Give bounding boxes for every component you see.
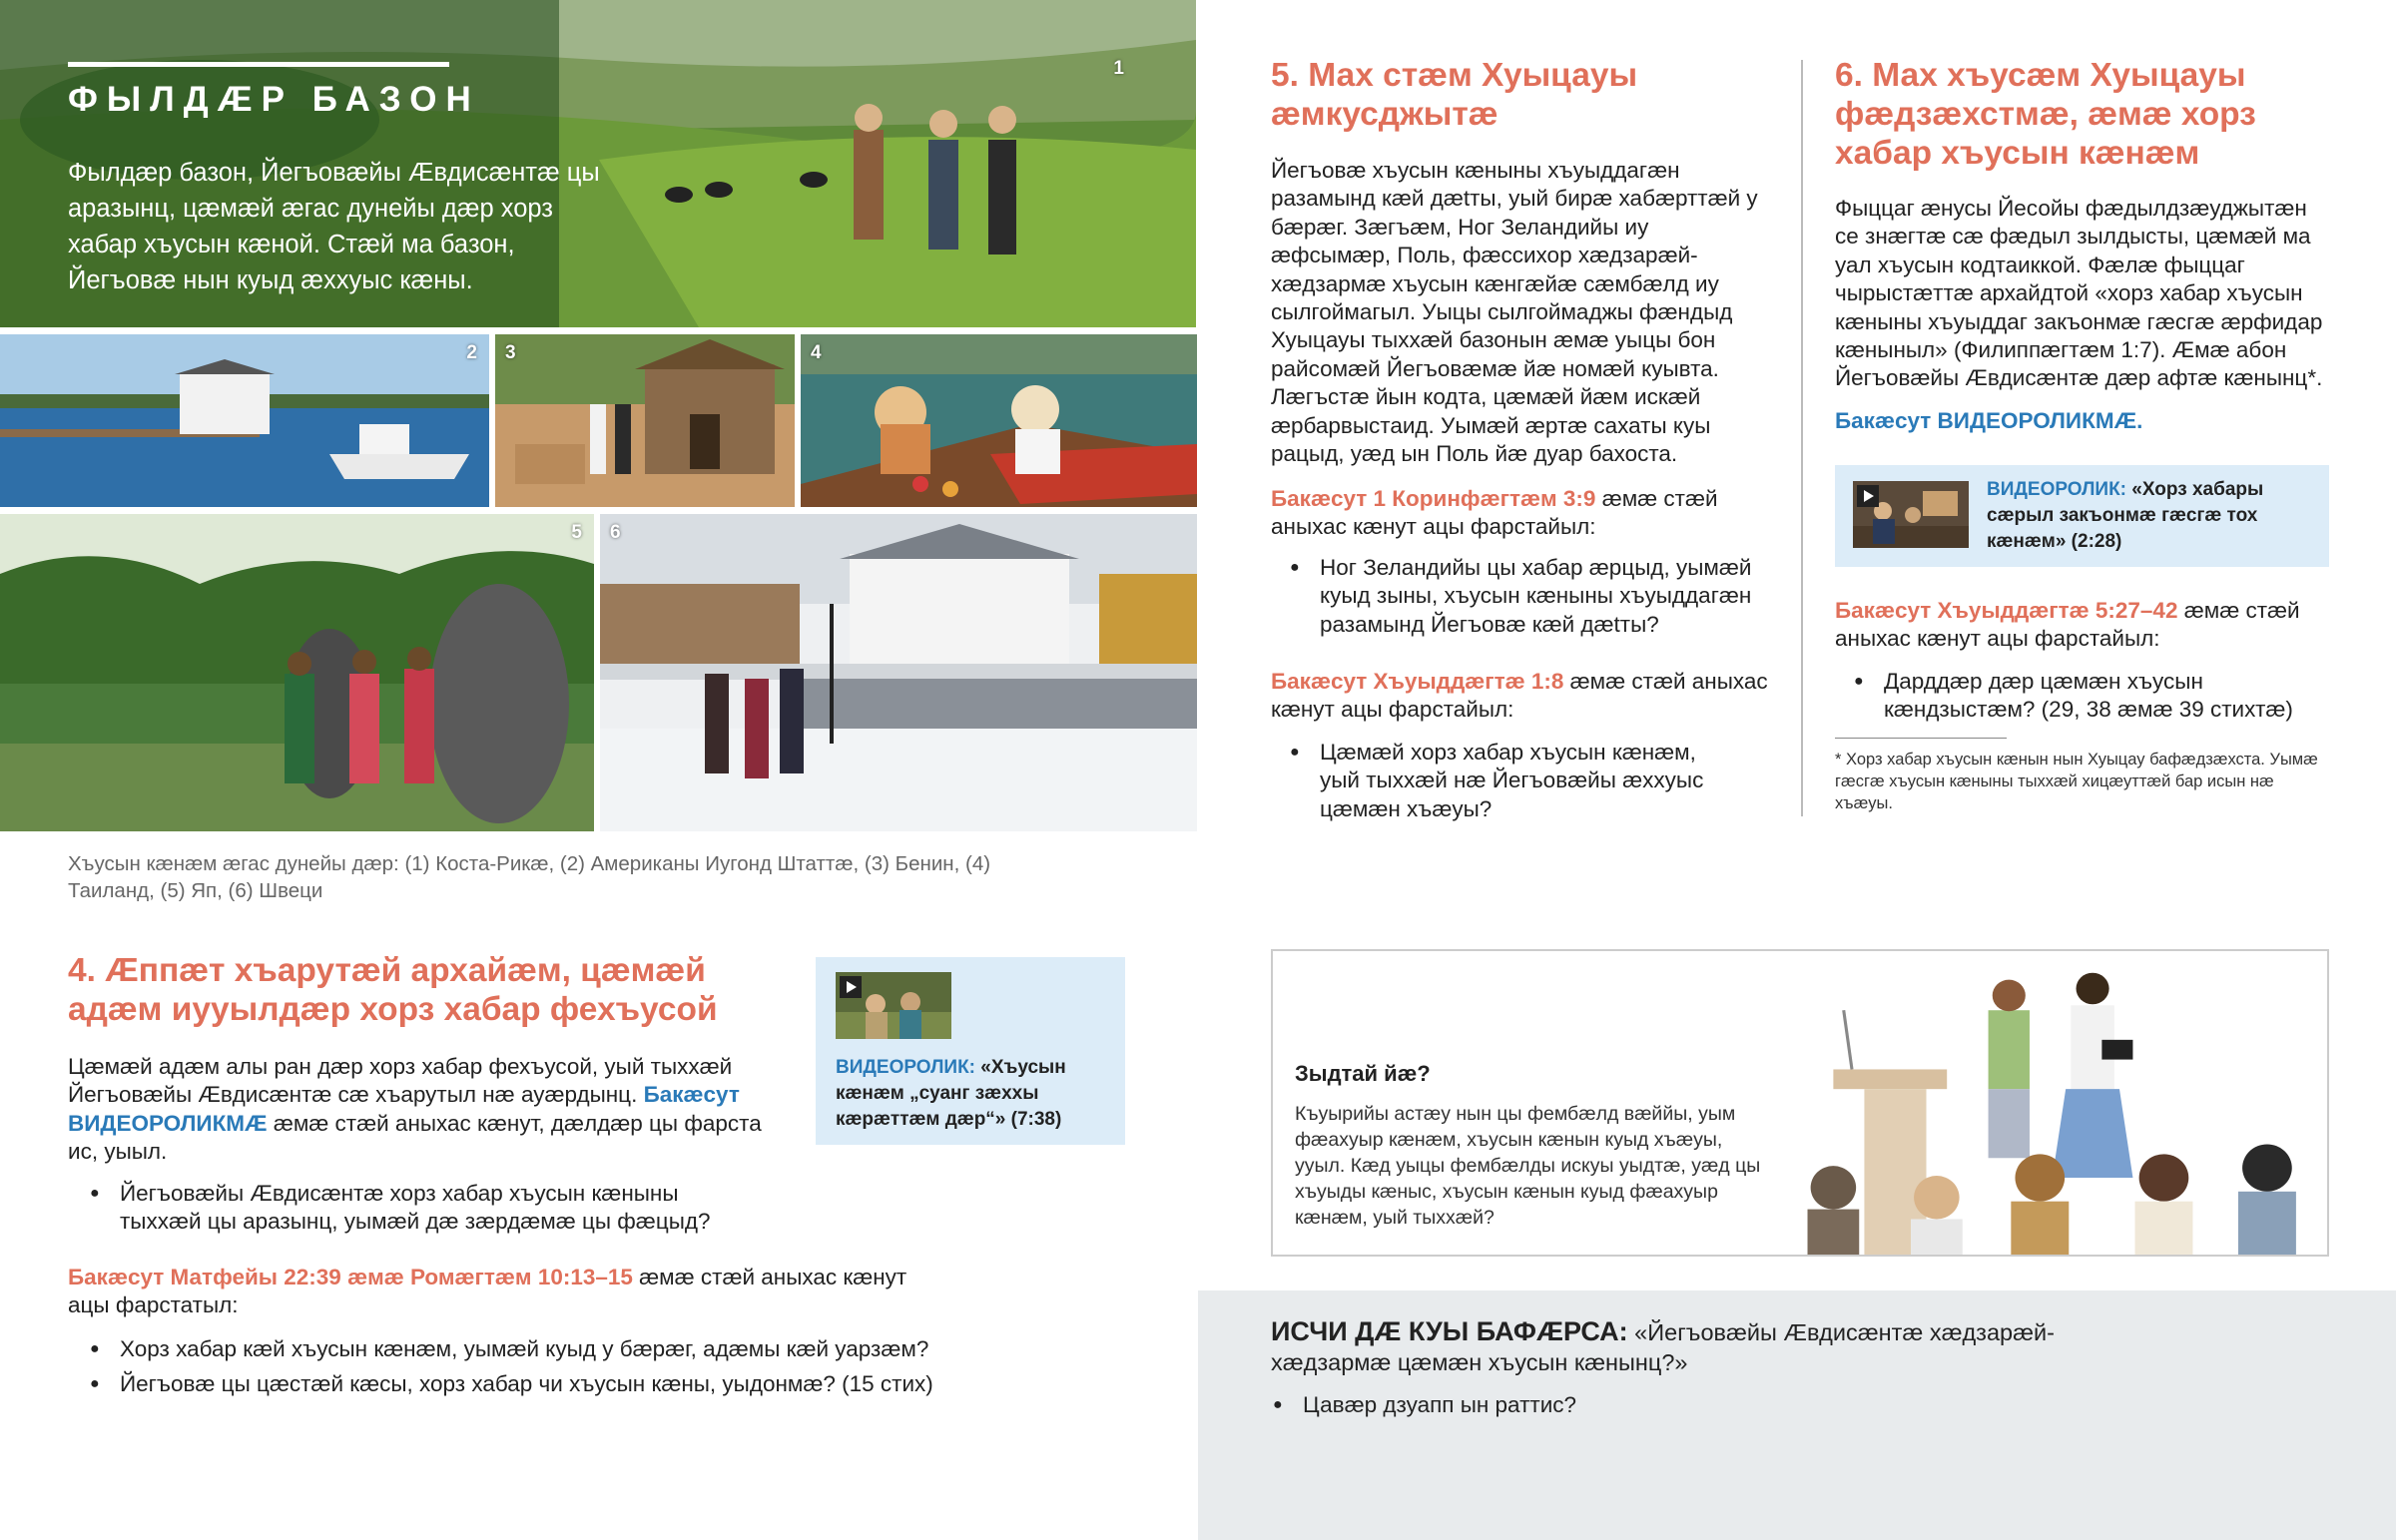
section-6-bullet: ● Дарддæр дæр цæмæн хъусын кæндзыстæм? (29, 38 æмæ 39 стихтæ) bbox=[1852, 668, 2331, 725]
section-5-bullet-1: ● Ног Зеландийы цы хабар æрцыд, уымæй куыд зыны, хъусын кæныны хъуыддагæн разамынд Йегъовæ кæй дætты? bbox=[1288, 554, 1757, 639]
video-title: «Хорз хабары сæрыл закъонмæ гæсгæ тох кæнæм» (2:28) bbox=[1987, 479, 2264, 552]
video-box-section-4[interactable] bbox=[816, 957, 1125, 1145]
section-6-reference bbox=[1835, 597, 2334, 654]
photo-number: 3 bbox=[505, 342, 516, 363]
reference-instruction: æмæ стæй аныхас кæнут ацы фарстайыл: bbox=[1271, 669, 1768, 723]
section-4-heading: 4. Æппæт хъарутæй архайæм, цæмæй адæм иууылдæр хорз хабар фехъусой bbox=[68, 952, 718, 1028]
photo-number: 6 bbox=[610, 522, 621, 543]
photo-benin-village bbox=[495, 334, 795, 507]
photo-number: 4 bbox=[811, 342, 822, 363]
video-title: «Хъусын кæнæм „суанг зæххы кæрæттæм дæр“» (7:38) bbox=[836, 1057, 1066, 1130]
if-someone-asks-question: «Йегъовæйы Æвдисæнтæ хæдзарæй-хæдзармæ цæмæн хъусын кæнынц?» bbox=[1271, 1319, 2055, 1375]
section-6-heading: 6. Мах хъусæм Хуыцауы фæдзæхстмæ, æмæ хорз хабар хъусын кæнæм bbox=[1835, 57, 2256, 172]
video-caption bbox=[1987, 477, 2306, 555]
photo-sweden-winter bbox=[600, 514, 1197, 831]
video-thumbnail[interactable] bbox=[1853, 481, 1969, 548]
video-thumbnail[interactable] bbox=[836, 972, 951, 1039]
photo-number: 5 bbox=[571, 522, 582, 543]
reference-instruction: æмæ стæй аныхас кæнут ацы фарстатыл: bbox=[68, 1265, 907, 1318]
if-someone-asks-lead: ИСЧИ ДÆ КУЫ БАФÆРСА: bbox=[1271, 1316, 1628, 1346]
footnote: * Хорз хабар хъусын кæнын нын Хуыцау бафæдзæхста. Уымæ гæсгæ хъусын кæныны тыххæй хицæуттæй бар исын нæ хъæуы. bbox=[1835, 751, 2318, 812]
section-5-reference-1 bbox=[1271, 485, 1770, 542]
meeting-illustration bbox=[1792, 951, 2329, 1255]
section-4-bullet-1: ● Йегъовæйы Æвдисæнтæ хорз хабар хъусын кæныны тыххæй цы аразынц, уымæй дæ зæрдæмæ цы фæцыд? bbox=[88, 1180, 747, 1237]
photo-yap-stone-money bbox=[0, 514, 594, 831]
section-4-reference-1 bbox=[68, 1264, 936, 1320]
photo-thailand-boat bbox=[801, 334, 1197, 507]
scripture-link[interactable]: Бакæсут 1 Коринфæгтæм 3:9 bbox=[1271, 486, 1596, 511]
did-you-know-box bbox=[1271, 949, 2329, 1257]
scripture-link[interactable]: Бакæсут Хъуыддæгтæ 1:8 bbox=[1271, 669, 1564, 694]
scripture-link[interactable]: Бакæсут Матфейы 22:39 æмæ Ромæгтæм 10:13–15 bbox=[68, 1265, 633, 1289]
if-someone-asks-box bbox=[1198, 1290, 2396, 1540]
section-6-paragraph: Фыццаг æнусы Йесойы фæдылдзæуджытæн се знæгтæ сæ фæдыл зылдысты, цæмæй ма уал хъусын кодтаиккой. Фæлæ фыццаг чырыстæттæ архайдтой «хорз хабар хъусын кæныны хъуыддаг закъонмæ гæсгæ æрфидар кæныныл» (Филиппæгтæм 1:7). Æмæ абон Йегъовæйы Æвдисæнтæ дæр афтæ кæнынц*. bbox=[1835, 196, 2323, 391]
section-4-text-a: Цæмæй адæм алы ран дæр хорз хабар фехъусой, уый тыххæй Йегъовæйы Æвдисæнтæ сæ хъарутыл нæ ауæрдынц. bbox=[68, 1054, 733, 1108]
play-icon[interactable] bbox=[840, 976, 862, 998]
section-5-bullet-2: ● Цæмæй хорз хабар хъусын кæнæм, уый тыххæй нæ Йегъовæйы æххуыс цæмæн хъæуы? bbox=[1288, 739, 1737, 823]
column-divider bbox=[1801, 60, 1803, 816]
did-you-know-title: Зыдтай йæ? bbox=[1295, 1061, 1431, 1086]
did-you-know-text: Къуырийы астæу нын цы фембæлд вæййы, уым фæахуыр кæнæм, хъусын кæнын куыд хъæуы, ууыл. Кæд уыцы фембæлды искуы уыдтæ, уæд цы хъуыды кæныс, хъусын кæнын куыд фæахуыр кæнæм, уый тыххæй? bbox=[1295, 1103, 1761, 1229]
page-title: ФЫЛДÆР БАЗОН bbox=[68, 80, 480, 119]
video-label: ВИДЕОРОЛИК: bbox=[836, 1057, 976, 1078]
video-label: ВИДЕОРОЛИК: bbox=[1987, 479, 2127, 500]
photo-usa-pier bbox=[0, 334, 489, 507]
section-5-paragraph: Йегъовæ хъусын кæныны хъуыддагæн разамынд кæй дætты, уый бирæ хабæрттæй у бæрæг. Зæгъæм, Ног Зеландийы иу æфсымæр, Поль, фæссихор хæдзарæй-хæдзармæ хъусын кæнгæйæ сæмбæлд иу сылгоймагыл. Уыцы сылгоймаджы фæндыд Хуыцауы тыххæй базонын æмæ уыцы бон райсомæй Йегъовæмæ йæ номæй куывта. Лæгъстæ йын кодта, цæмæй йæм искæй æрбарвыстаид. Уымæй æртæ сахаты куы рацыд, уæд ын Поль йæ дуар бахоста. bbox=[1271, 158, 1758, 467]
video-caption bbox=[836, 1055, 1115, 1133]
hero-intro-text: Фылдæр базон, Йегъовæйы Æвдисæнтæ цы аразынц, цæмæй æгас дунейы дæр хорз хабар хъусын кæной. Стæй ма базон, Йегъовæ нын куыд æххуыс кæны. bbox=[68, 159, 600, 294]
reference-instruction: æмæ стæй аныхас кæнут ацы фарстайыл: bbox=[1835, 598, 2300, 652]
video-box-section-6[interactable] bbox=[1835, 465, 2329, 567]
photo-number: 1 bbox=[1113, 58, 1124, 79]
hero-accent-bar bbox=[68, 62, 449, 67]
photo-number: 2 bbox=[466, 342, 477, 363]
section-4-text-b: æмæ стæй аныхас кæнут, дæлдæр цы фарста ис, уыыл. bbox=[68, 1110, 762, 1165]
scripture-link[interactable]: Бакæсут Хъуыддæгтæ 5:27–42 bbox=[1835, 598, 2178, 623]
watch-video-link[interactable]: Бакæсут ВИДЕОРОЛИКМÆ bbox=[68, 1082, 740, 1136]
if-someone-asks-text bbox=[1271, 1316, 2169, 1377]
section-4-bullet-2: ● Хорз хабар кæй хъусын кæнæм, уымæй куыд у бæрæг, адæмы кæй уарзæм? bbox=[88, 1335, 966, 1363]
watch-video-link[interactable]: Бакæсут ВИДЕОРОЛИКМÆ. bbox=[1835, 408, 2143, 433]
footnote-rule bbox=[1835, 738, 2007, 739]
section-4-bullet-3: ● Йегъовæ цы цæстæй кæсы, хорз хабар чи хъусын кæны, уыдонмæ? (15 стих) bbox=[88, 1370, 966, 1398]
section-4-paragraph bbox=[68, 1053, 767, 1167]
play-icon[interactable] bbox=[1857, 485, 1879, 507]
section-5-heading: 5. Мах стæм Хуыцауы æмкусджытæ bbox=[1271, 57, 1638, 133]
reference-instruction: æмæ стæй аныхас кæнут ацы фарстайыл: bbox=[1271, 486, 1718, 540]
section-5-reference-2 bbox=[1271, 668, 1770, 725]
if-someone-asks-bullet: ● Цавæр дзуапп ын раттис? bbox=[1271, 1391, 1576, 1419]
photo-caption: Хъусын кæнæм æгас дунейы дæр: (1) Коста-Рикæ, (2) Американы Иугонд Штаттæ, (3) Бенин, (4) Таиланд, (5) Яп, (6) Швеци bbox=[68, 852, 991, 902]
